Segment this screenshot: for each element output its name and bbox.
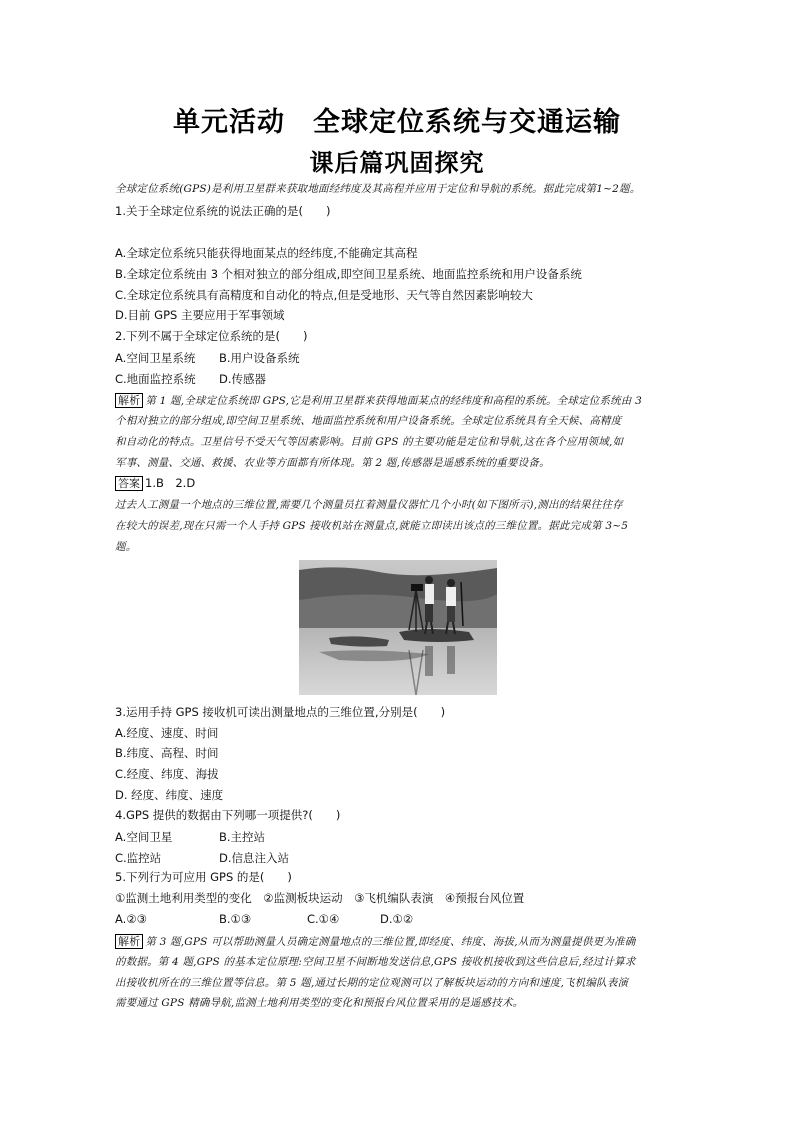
analysis-tag: 解析 (115, 934, 143, 949)
analysis-1-line-3: 和自动化的特点。卫星信号不受天气等因素影响。目前 GPS 的主要功能是定位和导航,这在各个应用领域,如 (115, 436, 624, 448)
intro-text-1: 全球定位系统(GPS)是利用卫星群来获取地面经纬度及其高程并应用于定位和导航的系统。据此完成第1~2题。 (115, 183, 641, 195)
question-3-option-c: C.经度、纬度、海拔 (115, 767, 219, 781)
surveyors-photo (299, 560, 497, 695)
question-2-option-c: C.地面监控系统 (115, 372, 196, 386)
question-3-option-a: A.经度、速度、时间 (115, 726, 219, 740)
question-3-option-d: D. 经度、纬度、速度 (115, 788, 224, 802)
analysis-2-line-2: 的数据。第 4 题,GPS 的基本定位原理:空间卫星不间断地发送信息,GPS 接收机接收到这些信息后,经过计算求 (115, 956, 636, 968)
question-4-stem: 4.GPS 提供的数据由下列哪一项提供?( ) (115, 808, 341, 822)
analysis-2-line-4: 需要通过 GPS 精确导航,监测土地利用类型的变化和预报台风位置采用的是遥感技术。 (115, 997, 524, 1009)
question-1-option-a: A.全球定位系统只能获得地面某点的经纬度,不能确定其高程 (115, 246, 418, 260)
analysis-1-text: 第 1 题,全球定位系统即 GPS,它是利用卫星群来获得地面某点的经纬度和高程的系统。全球定位系统由 3 (145, 395, 642, 407)
question-1-option-d: D.目前 GPS 主要应用于军事领域 (115, 308, 285, 322)
answer-1-text: 1.B 2.D (145, 476, 196, 490)
question-4-option-a: A.空间卫星 (115, 830, 173, 844)
question-2-option-d: D.传感器 (219, 372, 267, 386)
surveyors-photo-graphic (299, 560, 497, 695)
intro-2-line-2: 在较大的误差,现在只需一个人手持 GPS 接收机站在测量点,就能立即读出该点的三维位置。据此完成第 3~5 (115, 520, 629, 532)
analysis-2-line-1 (115, 934, 685, 949)
question-2-option-a: A.空间卫星系统 (115, 351, 196, 365)
question-2-option-b: B.用户设备系统 (219, 351, 300, 365)
answer-1-line (115, 476, 685, 491)
analysis-1-line-1 (115, 393, 685, 408)
question-4-option-b: B.主控站 (219, 830, 266, 844)
question-5-option-b: B.①③ (219, 912, 252, 926)
question-1-option-c: C.全球定位系统具有高精度和自动化的特点,但是受地形、天气等自然因素影响较大 (115, 288, 533, 302)
answer-tag: 答案 (115, 476, 143, 491)
question-1-option-b: B.全球定位系统由 3 个相对独立的部分组成,即空间卫星系统、地面监控系统和用户设备系统 (115, 267, 582, 281)
analysis-tag: 解析 (115, 393, 143, 408)
question-5-option-c: C.①④ (307, 912, 340, 926)
page-title: 单元活动 全球定位系统与交通运输 (173, 107, 621, 138)
analysis-2-line-3: 出接收机所在的三维位置等信息。第 5 题,通过长期的定位观测可以了解板块运动的方向和速度,飞机编队表演 (115, 977, 629, 989)
question-4-option-d: D.信息注入站 (219, 851, 290, 865)
intro-2-line-1: 过去人工测量一个地点的三维位置,需要几个测量员扛着测量仪器忙几个小时(如下图所示),测出的结果往往存 (115, 499, 623, 511)
question-5-option-d: D.①② (380, 912, 414, 926)
analysis-2-text: 第 3 题,GPS 可以帮助测量人员确定测量地点的三维位置,即经度、纬度、海拔,从而为测量提供更为准确 (145, 936, 636, 948)
analysis-1-line-4: 军事、测量、交通、救援、农业等方面都有所体现。第 2 题,传感器是遥感系统的重要设备。 (115, 457, 550, 469)
question-3-option-b: B.纬度、高程、时间 (115, 746, 219, 760)
question-3-stem: 3.运用手持 GPS 接收机可读出测量地点的三维位置,分别是( ) (115, 705, 446, 719)
question-5-option-a: A.②③ (115, 912, 147, 926)
question-5-stem: 5.下列行为可应用 GPS 的是( ) (115, 870, 292, 884)
question-2-stem: 2.下列不属于全球定位系统的是( ) (115, 329, 308, 343)
question-1-stem: 1.关于全球定位系统的说法正确的是( ) (115, 204, 331, 218)
analysis-1-line-2: 个相对独立的部分组成,即空间卫星系统、地面监控系统和用户设备系统。全球定位系统具有全天候、高精度 (115, 415, 622, 427)
page-subtitle: 课后篇巩固探究 (309, 148, 485, 177)
question-4-option-c: C.监控站 (115, 851, 162, 865)
question-5-items: ①监测土地利用类型的变化 ②监测板块运动 ③飞机编队表演 ④预报台风位置 (115, 891, 525, 905)
intro-2-line-3: 题。 (115, 541, 137, 553)
